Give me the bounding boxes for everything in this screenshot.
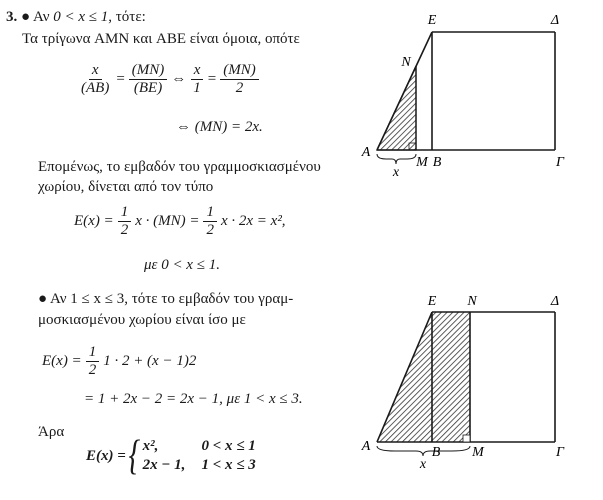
shaded-rectangle-2 — [432, 312, 470, 442]
case-b-cond: 1 < x ≤ 3 — [201, 457, 256, 473]
ratio-fraction-2 — [129, 62, 168, 97]
label-G: Γ — [556, 155, 564, 170]
formula1-half-a-den: 2 — [120, 222, 129, 238]
formula1-rhs: x · 2x = x², — [220, 213, 286, 229]
ratio-f4-den: 2 — [235, 80, 244, 96]
label-E: E — [427, 13, 437, 28]
consequently-line-2: χωρίου, δίνεται από τον τύπο — [38, 179, 214, 195]
formula2-rhs: 1 · 2 + (x − 1)2 — [103, 353, 197, 369]
x-brace-1 — [377, 154, 416, 164]
label-A: A — [361, 145, 371, 160]
label-D-2: Δ — [550, 294, 560, 309]
label-G-2: Γ — [556, 445, 564, 460]
area-formula-2 — [42, 344, 196, 379]
exercise-number: 3. — [6, 9, 18, 25]
right-angle-mark-2 — [463, 435, 470, 442]
formula2-half — [86, 344, 100, 379]
ratio-f4-num: (MN) — [220, 62, 259, 80]
case-b-expr: 2x − 1, — [142, 457, 186, 473]
formula1-mid: x · (MN) = — [135, 213, 200, 229]
ratio-f3-num: x — [191, 62, 204, 80]
ratio-fraction-3 — [190, 62, 204, 97]
figure-1 — [350, 10, 590, 182]
case-a-expr: x², — [142, 438, 159, 454]
case1-domain: με 0 < x ≤ 1. — [144, 257, 220, 273]
bullet-1: ● — [21, 9, 31, 25]
case1-heading — [6, 8, 146, 27]
bullet-2: ● — [38, 291, 48, 307]
ratio-f2-den: (BE) — [133, 80, 163, 96]
label-N-2: N — [467, 294, 477, 309]
piecewise-cases — [143, 438, 256, 474]
label-B-2: B — [431, 445, 441, 460]
label-A-2: A — [361, 439, 371, 454]
label-x-2: x — [419, 457, 427, 470]
case2-simplification: = 1 + 2x − 2 = 2x − 1, με 1 < x ≤ 3. — [84, 391, 303, 407]
similar-triangles-line: Τα τρίγωνα AMN και ABE είναι όμοια, οπότε — [22, 31, 300, 47]
formula2-half-num: 1 — [86, 344, 100, 362]
ratio-eq: = — [116, 71, 125, 87]
mn-result: ⇔ (MN) = 2x. — [176, 119, 263, 135]
ratio-f1-num: x — [89, 62, 102, 80]
case2-line-1-text: Αν 1 ≤ x ≤ 3, τότε το εμβαδόν του γραμ- — [50, 291, 294, 307]
label-E-2: E — [427, 294, 437, 309]
piecewise-function — [86, 433, 256, 479]
formula1-half-b-den: 2 — [206, 222, 214, 238]
case1-intro-b: , τότε: — [108, 9, 146, 25]
conclusion-so: Άρα — [38, 424, 65, 440]
ratio-fraction-1 — [78, 62, 112, 97]
piecewise-lhs: E(x) = — [86, 447, 126, 464]
label-x-1: x — [392, 165, 400, 180]
formula1-half-b — [203, 204, 217, 239]
figure-2 — [350, 290, 590, 470]
label-N: N — [401, 55, 411, 70]
case2-line-1 — [38, 290, 293, 309]
area-formula-1 — [74, 204, 286, 239]
x-brace-2 — [377, 446, 470, 456]
case1-condition: 0 < x ≤ 1 — [53, 9, 109, 25]
ratio-f2-num: (MN) — [129, 62, 168, 80]
formula2-half-den: 2 — [88, 362, 97, 378]
label-M: M — [416, 155, 428, 170]
case-a-cond: 0 < x ≤ 1 — [201, 438, 256, 454]
formula1-lhs: E(x) = — [74, 213, 114, 229]
ratio-fraction-4 — [220, 62, 259, 97]
label-M-2: M — [472, 445, 484, 460]
piecewise-brace: { — [128, 433, 141, 479]
ratio-eq2: = — [207, 71, 217, 87]
label-B: B — [432, 155, 442, 170]
formula1-half-a-num: 1 — [118, 204, 132, 222]
formula1-half-a — [118, 204, 132, 239]
case1-intro-a: Αν — [33, 9, 50, 25]
consequently-line-1: Επομένως, το εμβαδόν του γραμμοσκιασμένου — [38, 159, 321, 175]
ratio-equation — [78, 62, 259, 97]
formula1-half-b-num: 1 — [203, 204, 217, 222]
ratio-f1-den: (AB) — [81, 80, 110, 96]
formula2-lhs: E(x) = — [42, 353, 82, 369]
label-D: Δ — [550, 13, 560, 28]
ratio-f3-den: 1 — [193, 80, 201, 96]
case2-line-2: μοσκιασμένου χωρίου είναι ίσο με — [38, 312, 246, 328]
ratio-iff: ⇔ — [171, 71, 187, 87]
